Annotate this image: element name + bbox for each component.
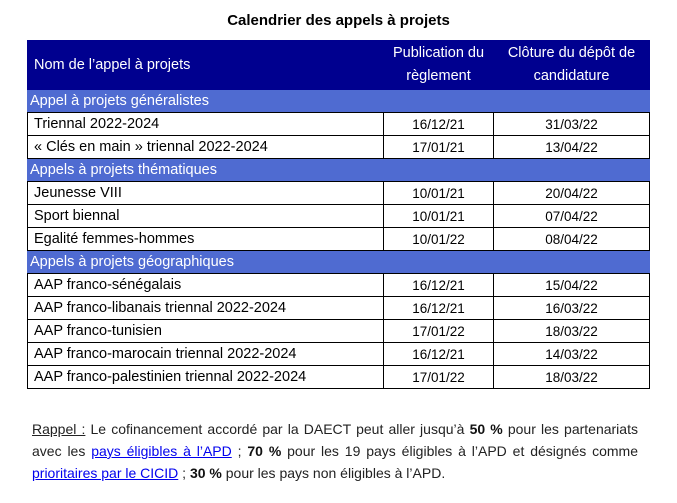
cell-cloture: 18/03/22 [494, 366, 650, 389]
note-text: pour les 19 pays éligibles à l’APD et désignés comme [281, 443, 638, 459]
cell-publication: 16/12/21 [384, 343, 494, 366]
section-title: Appel à projets généralistes [28, 90, 650, 113]
note-text: ; [231, 443, 248, 459]
calendar-table [27, 40, 650, 389]
page-title: Calendrier des appels à projets [227, 12, 450, 29]
cell-cloture: 13/04/22 [494, 136, 650, 159]
table-row [28, 113, 650, 136]
cell-cloture: 15/04/22 [494, 274, 650, 297]
table-row [28, 182, 650, 205]
table-row [28, 205, 650, 228]
header-cloture: Clôture du dépôt de candidature [494, 41, 650, 90]
cell-name: AAP franco-sénégalais [28, 274, 384, 297]
cell-publication: 10/01/21 [384, 205, 494, 228]
cell-cloture: 31/03/22 [494, 113, 650, 136]
section-header-row [28, 251, 650, 274]
cell-publication: 16/12/21 [384, 274, 494, 297]
table-row [28, 366, 650, 389]
cell-cloture: 20/04/22 [494, 182, 650, 205]
note-text: pour les pays non éligibles à l’APD. [221, 465, 446, 481]
note-text: ; [178, 465, 190, 481]
cell-name: AAP franco-tunisien [28, 320, 384, 343]
link-prioritaires-cicid[interactable]: prioritaires par le CICID [32, 465, 179, 481]
table-row [28, 136, 650, 159]
header-publication: Publication du règlement [384, 41, 494, 90]
cell-cloture: 16/03/22 [494, 297, 650, 320]
table-row [28, 320, 650, 343]
cell-cloture: 08/04/22 [494, 228, 650, 251]
cell-name: AAP franco-libanais triennal 2022-2024 [28, 297, 384, 320]
percent-70: 70 % [247, 443, 282, 459]
cell-name: AAP franco-palestinien triennal 2022-2024 [28, 366, 384, 389]
percent-50: 50 % [469, 421, 503, 437]
cell-name: AAP franco-marocain triennal 2022-2024 [28, 343, 384, 366]
note-text: Le cofinancement accordé par la DAECT peut aller jusqu’à [85, 421, 470, 437]
rappel-label: Rappel : [32, 421, 86, 437]
cell-cloture: 14/03/22 [494, 343, 650, 366]
note-text: pour les partenariats avec les [32, 421, 638, 459]
link-pays-eligibles[interactable]: pays éligibles à l’APD [91, 443, 232, 459]
table-row [28, 343, 650, 366]
table-header-row [28, 41, 650, 90]
table-row [28, 274, 650, 297]
cell-publication: 10/01/21 [384, 182, 494, 205]
percent-30: 30 % [189, 465, 222, 481]
cell-publication: 10/01/22 [384, 228, 494, 251]
cell-name: Egalité femmes-hommes [28, 228, 384, 251]
section-title: Appels à projets géographiques [28, 251, 650, 274]
section-header-row [28, 90, 650, 113]
cell-name: Triennal 2022-2024 [28, 113, 384, 136]
section-title: Appels à projets thématiques [28, 159, 650, 182]
cell-cloture: 18/03/22 [494, 320, 650, 343]
cell-publication: 17/01/21 [384, 136, 494, 159]
cell-publication: 16/12/21 [384, 297, 494, 320]
table-row [28, 228, 650, 251]
table-body [28, 90, 650, 389]
cell-name: Sport biennal [28, 205, 384, 228]
cell-publication: 17/01/22 [384, 366, 494, 389]
cell-name: « Clés en main » triennal 2022-2024 [28, 136, 384, 159]
cell-publication: 16/12/21 [384, 113, 494, 136]
cell-publication: 17/01/22 [384, 320, 494, 343]
table-row [28, 297, 650, 320]
cell-cloture: 07/04/22 [494, 205, 650, 228]
rappel-note [32, 418, 638, 484]
section-header-row [28, 159, 650, 182]
cell-name: Jeunesse VIII [28, 182, 384, 205]
header-name: Nom de l’appel à projets [28, 41, 384, 90]
